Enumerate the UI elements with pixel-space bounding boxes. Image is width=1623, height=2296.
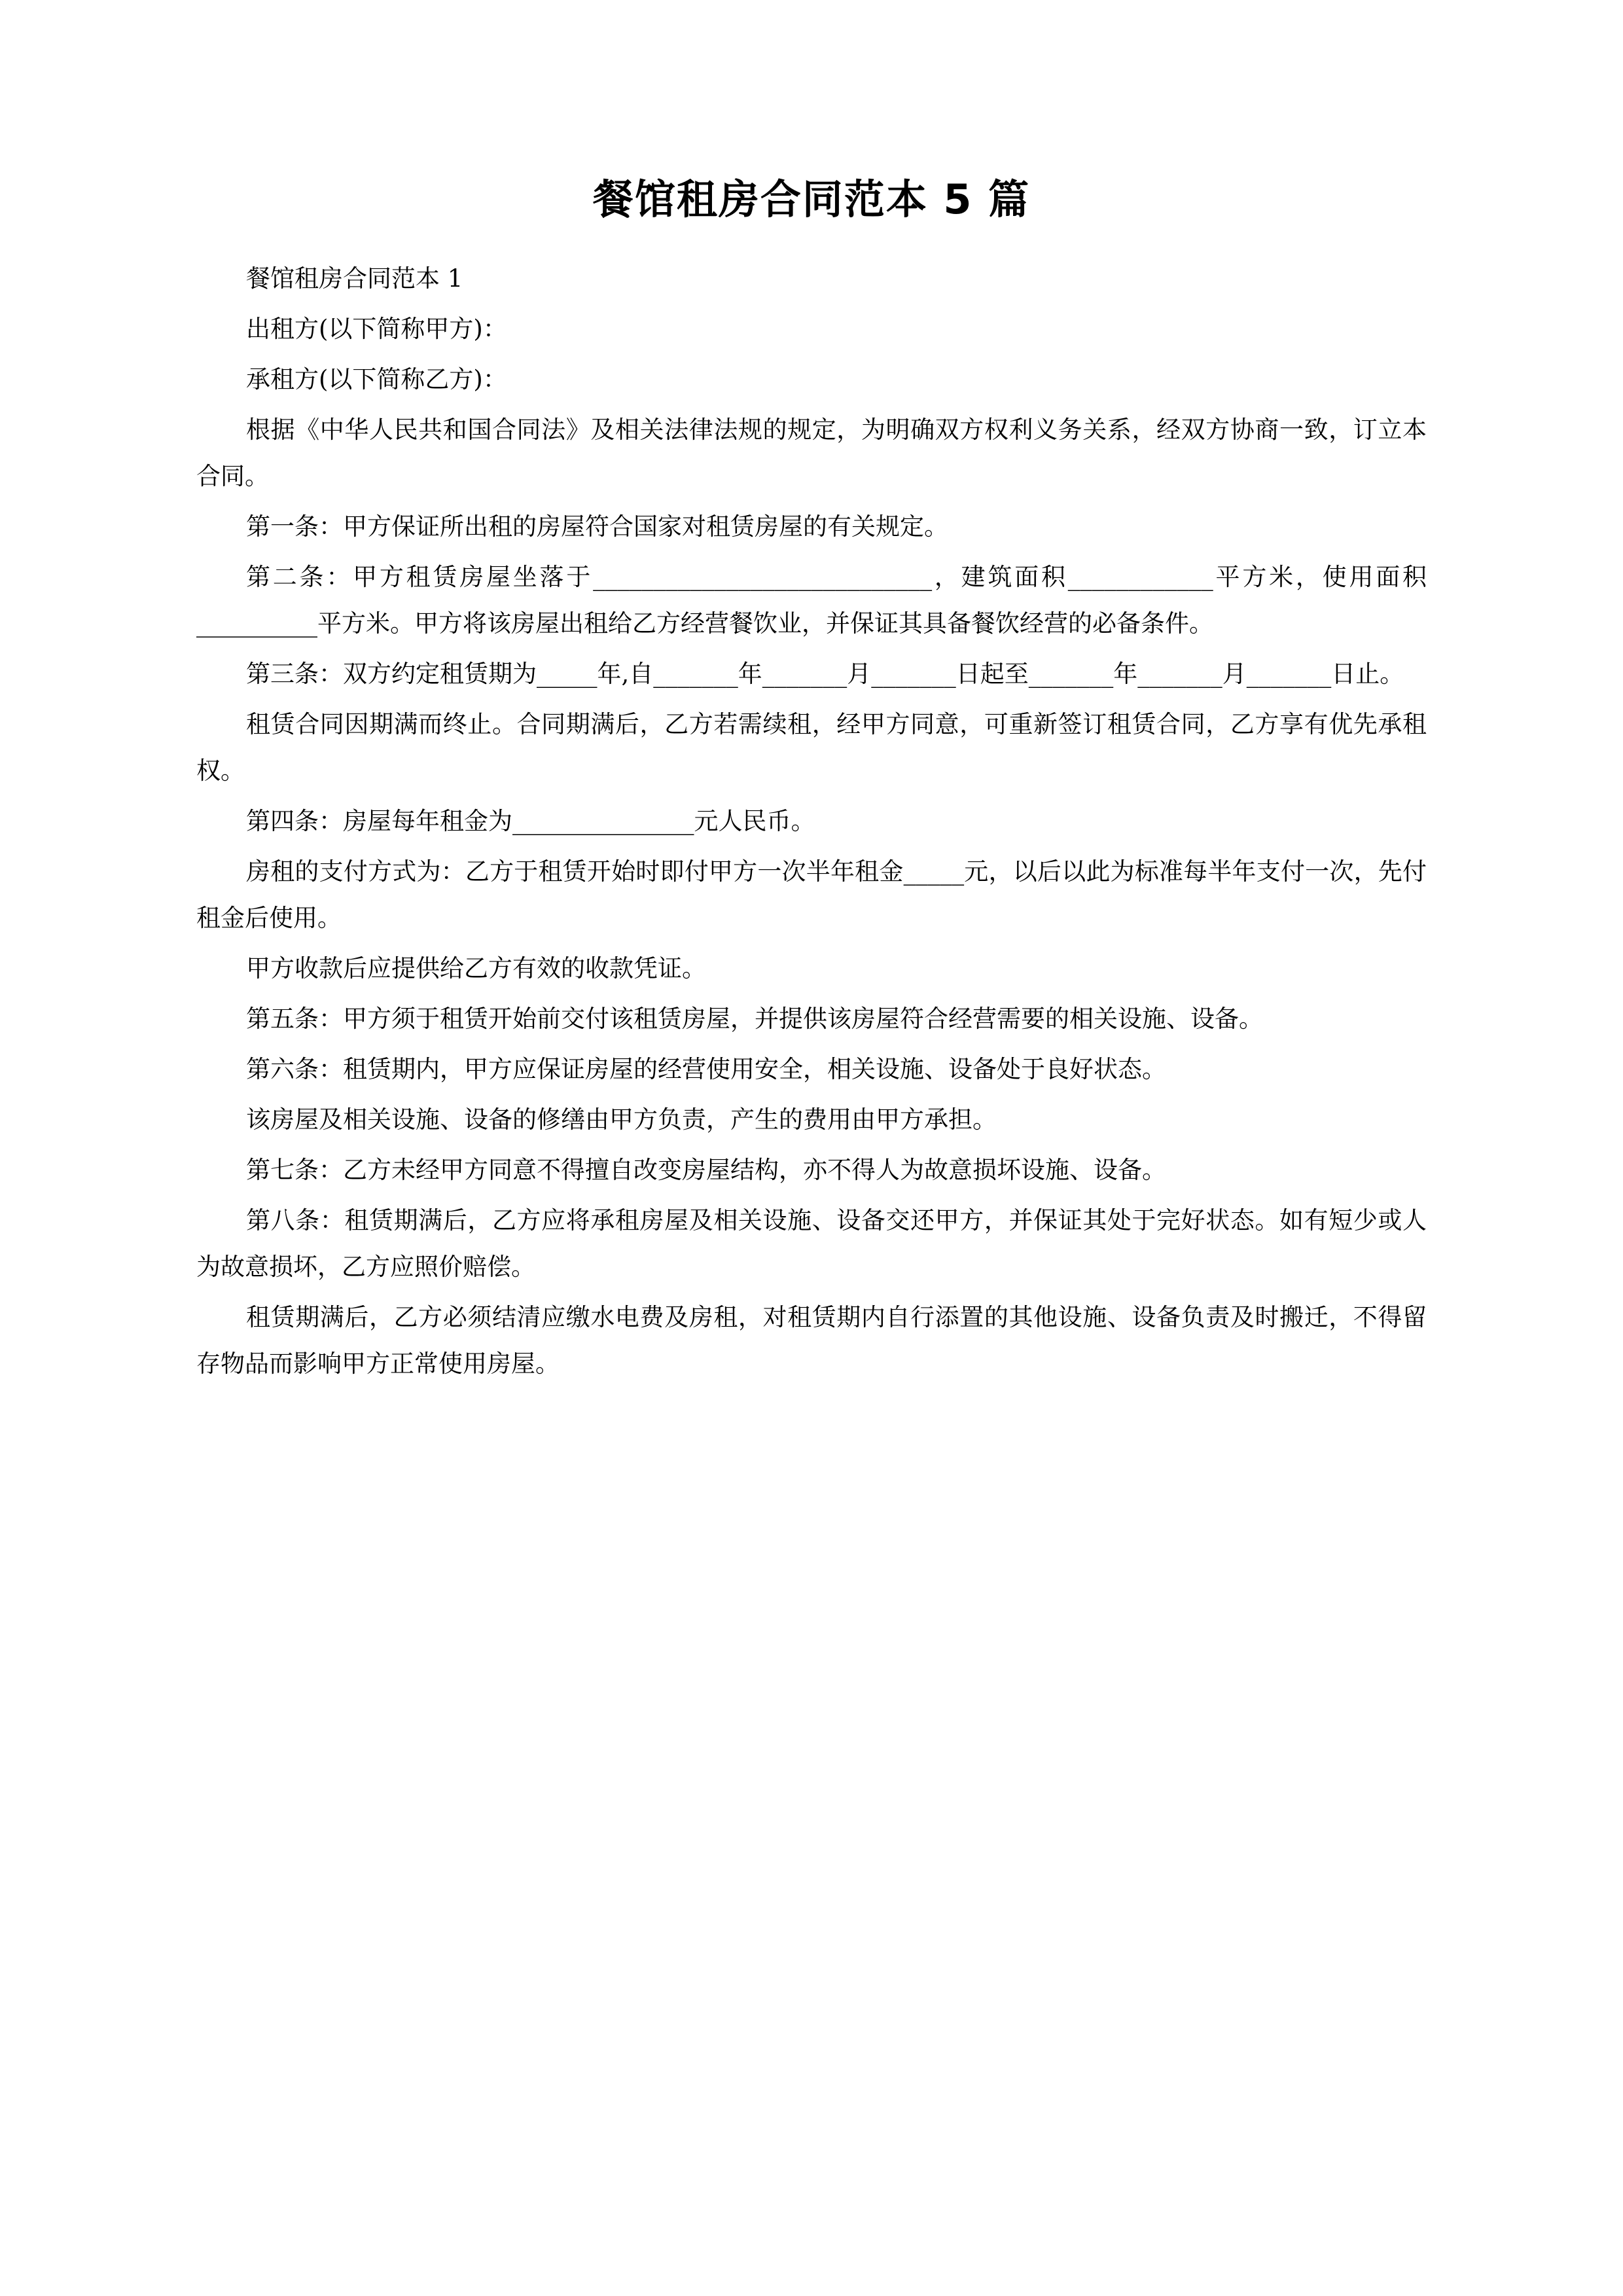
paragraph-lessee-line: 承租方(以下简称乙方)： <box>246 365 507 393</box>
paragraph-preamble: 根据《中华人民共和国合同法》及相关法律法规的规定，为明确双方权利义务关系，经双方协商一致，订立本合同。 <box>196 415 1427 490</box>
paragraph-article-6-repair: 该房屋及相关设施、设备的修缮由甲方负责，产生的费用由甲方承担。 <box>246 1105 997 1134</box>
paragraph-article-4-payment: 房租的支付方式为：乙方于租赁开始时即付甲方一次半年租金_____元，以后以此为标准每半年支付一次，先付租金后使用。 <box>196 857 1427 932</box>
paragraph-article-8: 第八条：租赁期满后，乙方应将承租房屋及相关设施、设备交还甲方，并保证其处于完好状态。如有短少或人为故意损坏，乙方应照价赔偿。 <box>196 1206 1427 1282</box>
paragraph-article-4-receipt: 甲方收款后应提供给乙方有效的收款凭证。 <box>246 954 706 983</box>
paragraph-lessor-line: 出租方(以下简称甲方)： <box>246 314 507 343</box>
paragraph-article-4: 第四条：房屋每年租金为_______________元人民币。 <box>246 806 815 835</box>
page-title: 餐馆租房合同范本 5 篇 <box>592 175 1031 223</box>
document-body <box>196 173 1427 1391</box>
paragraph-article-3-renewal: 租赁合同因期满而终止。合同期满后，乙方若需续租，经甲方同意，可重新签订租赁合同，乙方享有优先承租权。 <box>196 709 1427 785</box>
paragraph-article-1: 第一条：甲方保证所出租的房屋符合国家对租赁房屋的有关规定。 <box>246 512 948 541</box>
paragraph-article-6: 第六条：租赁期内，甲方应保证房屋的经营使用安全，相关设施、设备处于良好状态。 <box>246 1055 1166 1084</box>
paragraph-article-5: 第五条：甲方须于租赁开始前交付该租赁房屋，并提供该房屋符合经营需要的相关设施、设备。 <box>246 1005 1263 1033</box>
paragraph-article-7: 第七条：乙方未经甲方同意不得擅自改变房屋结构，亦不得人为故意损坏设施、设备。 <box>246 1156 1166 1185</box>
paragraph-article-2: 第二条：甲方租赁房屋坐落于____________________________，建筑面积____________平方米，使用面积__________平方米。甲方将该房屋出租给乙方经营餐饮业，并保证其具备餐饮经营的必备条件。 <box>196 562 1427 637</box>
paragraph-sample-heading: 餐馆租房合同范本 1 <box>246 264 463 293</box>
paragraph-article-8-settlement: 租赁期满后，乙方必须结清应缴水电费及房租，对租赁期内自行添置的其他设施、设备负责及时搬迁，不得留存物品而影响甲方正常使用房屋。 <box>196 1303 1427 1378</box>
paragraph-article-3: 第三条：双方约定租赁期为_____年,自_______年_______月_______日起至_______年_______月_______日止。 <box>246 659 1404 688</box>
